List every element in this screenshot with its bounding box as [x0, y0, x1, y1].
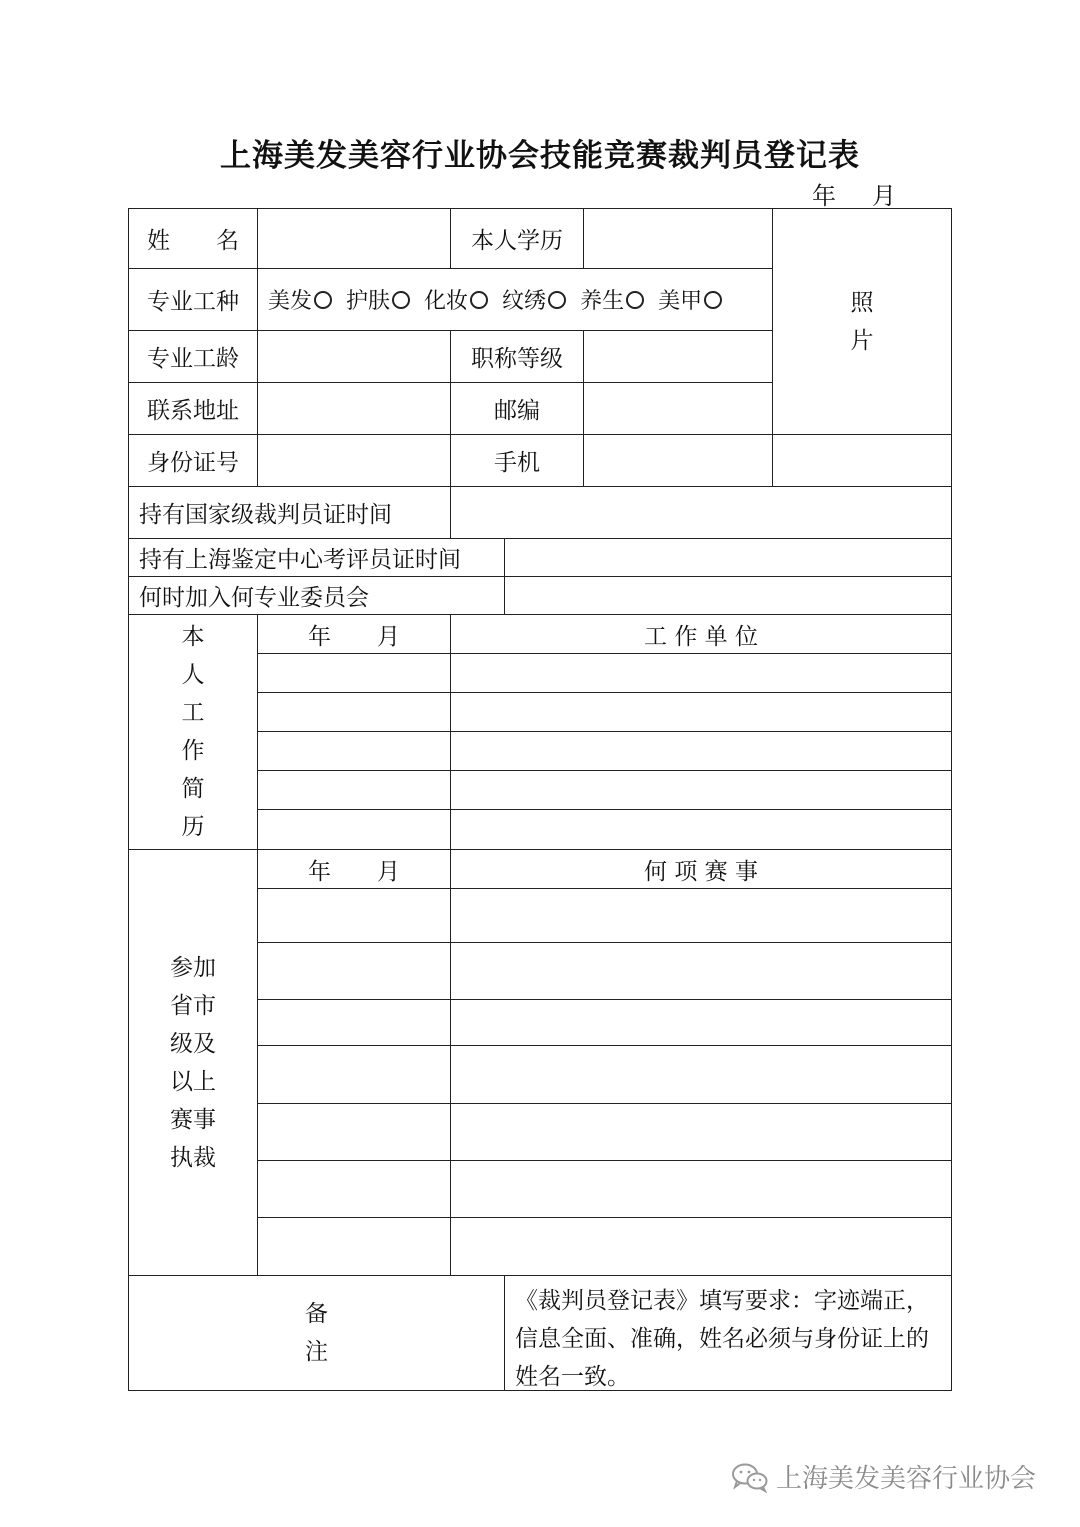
mobile-label: [451, 435, 584, 487]
wechat-icon: [730, 1461, 770, 1493]
option-hair[interactable]: [268, 284, 336, 315]
resume-side-char: 简: [181, 776, 205, 802]
events-date-cell[interactable]: [258, 1000, 451, 1046]
events-side-line: 以上: [170, 1068, 216, 1095]
specialty-label-text: 专业工种: [147, 289, 239, 315]
option-makeup-label: 化妆: [424, 289, 469, 314]
option-wellness-label: 养生: [580, 289, 625, 314]
resume-side-char: 工: [181, 700, 205, 726]
events-date-cell[interactable]: [258, 1218, 451, 1276]
national-cert-label: [129, 487, 451, 539]
option-makeup[interactable]: [424, 284, 492, 315]
events-side-line: 级及: [170, 1030, 216, 1057]
specialty-options: [258, 269, 773, 331]
events-date-cell[interactable]: [258, 1104, 451, 1161]
option-wellness[interactable]: [580, 284, 648, 315]
photo-box[interactable]: [773, 209, 951, 435]
events-name-header-text: 何 项 赛 事: [644, 858, 758, 885]
resume-date-cell[interactable]: [258, 810, 451, 850]
name-field[interactable]: [258, 209, 451, 269]
remarks-label-char: 注: [305, 1339, 328, 1365]
form-title: 上海美发美容行业协会技能竞赛裁判员登记表: [220, 138, 860, 174]
radio-circle-icon[interactable]: [470, 291, 488, 309]
radio-circle-icon[interactable]: [626, 291, 644, 309]
national-cert-label-text: 持有国家级裁判员证时间: [139, 502, 392, 528]
resume-unit-header: [451, 615, 951, 654]
option-hair-label: 美发: [268, 289, 313, 314]
id-label-text: 身份证号: [147, 450, 239, 476]
watermark: [730, 1458, 1036, 1495]
events-date-cell[interactable]: [258, 943, 451, 1000]
resume-date-cell[interactable]: [258, 693, 451, 732]
events-side-line: 执裁: [170, 1144, 216, 1171]
date-month-label: 月: [872, 182, 896, 210]
events-name-cell[interactable]: [451, 1000, 951, 1046]
radio-circle-icon[interactable]: [314, 291, 332, 309]
events-date-cell[interactable]: [258, 1046, 451, 1104]
mobile-label-text: 手机: [494, 450, 540, 476]
resume-unit-cell[interactable]: [451, 771, 951, 810]
option-embroidery-label: 纹绣: [502, 289, 547, 314]
postcode-label-text: 邮编: [494, 398, 540, 424]
option-embroidery[interactable]: [502, 284, 570, 315]
date-year-label: 年: [812, 182, 836, 210]
option-nails[interactable]: [658, 284, 726, 315]
radio-circle-icon[interactable]: [392, 291, 410, 309]
radio-circle-icon[interactable]: [548, 291, 566, 309]
committee-field[interactable]: [505, 577, 951, 615]
address-label: [129, 383, 258, 435]
events-side-line: 参加: [170, 954, 216, 981]
resume-unit-header-text: 工 作 单 位: [644, 623, 758, 650]
title-grade-field[interactable]: [584, 331, 773, 383]
seniority-field[interactable]: [258, 331, 451, 383]
committee-label: [129, 577, 505, 615]
address-field[interactable]: [258, 383, 451, 435]
education-label: [451, 209, 584, 269]
resume-date-cell[interactable]: [258, 654, 451, 693]
events-date-header: [258, 850, 451, 889]
date-line: [812, 176, 896, 211]
events-name-cell[interactable]: [451, 943, 951, 1000]
resume-side-char: 作: [181, 738, 205, 764]
remarks-label-char: 备: [305, 1301, 328, 1327]
seniority-label: [129, 331, 258, 383]
resume-unit-cell[interactable]: [451, 693, 951, 732]
events-name-cell[interactable]: [451, 1218, 951, 1276]
events-date-cell[interactable]: [258, 889, 451, 943]
seniority-label-text: 专业工龄: [147, 346, 239, 372]
option-skincare[interactable]: [346, 284, 414, 315]
remarks-text-content: 《裁判员登记表》填写要求：字迹端正，信息全面、准确，姓名必须与身份证上的姓名一致。: [515, 1288, 929, 1390]
resume-unit-cell[interactable]: [451, 732, 951, 771]
events-name-cell[interactable]: [451, 889, 951, 943]
events-side-label: [129, 850, 258, 1276]
resume-date-cell[interactable]: [258, 732, 451, 771]
resume-side-char: 历: [181, 814, 205, 840]
option-skincare-label: 护肤: [346, 289, 391, 314]
resume-side-label: [129, 615, 258, 850]
national-cert-field[interactable]: [451, 487, 951, 539]
specialty-label: [129, 269, 258, 331]
radio-circle-icon[interactable]: [704, 291, 722, 309]
remarks-label: [129, 1276, 505, 1390]
resume-date-header-text: 年 月: [308, 623, 400, 650]
id-label: [129, 435, 258, 487]
resume-side-char: 人: [181, 662, 205, 688]
photo-label-2: 片: [850, 327, 874, 354]
mobile-field[interactable]: [584, 435, 773, 487]
events-name-cell[interactable]: [451, 1046, 951, 1104]
events-name-cell[interactable]: [451, 1104, 951, 1161]
mobile-field-extra[interactable]: [773, 435, 951, 487]
address-label-text: 联系地址: [147, 398, 239, 424]
name-label-text: 姓 名: [147, 228, 239, 254]
events-side-line: 赛事: [170, 1106, 216, 1133]
photo-label-1: 照: [850, 289, 874, 316]
sh-cert-label: [129, 539, 505, 577]
resume-side-char: 本: [181, 624, 205, 650]
name-label: [129, 209, 258, 269]
sh-cert-label-text: 持有上海鉴定中心考评员证时间: [139, 547, 461, 573]
title-grade-label-text: 职称等级: [471, 346, 563, 372]
option-nails-label: 美甲: [658, 289, 703, 314]
events-date-header-text: 年 月: [308, 858, 400, 885]
id-field[interactable]: [258, 435, 451, 487]
resume-date-header: [258, 615, 451, 654]
education-label-text: 本人学历: [471, 228, 563, 254]
education-field[interactable]: [584, 209, 773, 269]
postcode-label: [451, 383, 584, 435]
events-side-line: 省市: [170, 992, 216, 1019]
resume-date-cell[interactable]: [258, 771, 451, 810]
sh-cert-field[interactable]: [505, 539, 951, 577]
remarks-text: [505, 1276, 951, 1390]
events-date-cell[interactable]: [258, 1161, 451, 1218]
title-grade-label: [451, 331, 584, 383]
watermark-text: 上海美发美容行业协会: [776, 1464, 1037, 1494]
committee-label-text: 何时加入何专业委员会: [139, 585, 369, 611]
postcode-field[interactable]: [584, 383, 773, 435]
events-name-cell[interactable]: [451, 1161, 951, 1218]
resume-unit-cell[interactable]: [451, 654, 951, 693]
events-name-header: [451, 850, 951, 889]
resume-unit-cell[interactable]: [451, 810, 951, 850]
registration-form: [128, 208, 952, 1391]
